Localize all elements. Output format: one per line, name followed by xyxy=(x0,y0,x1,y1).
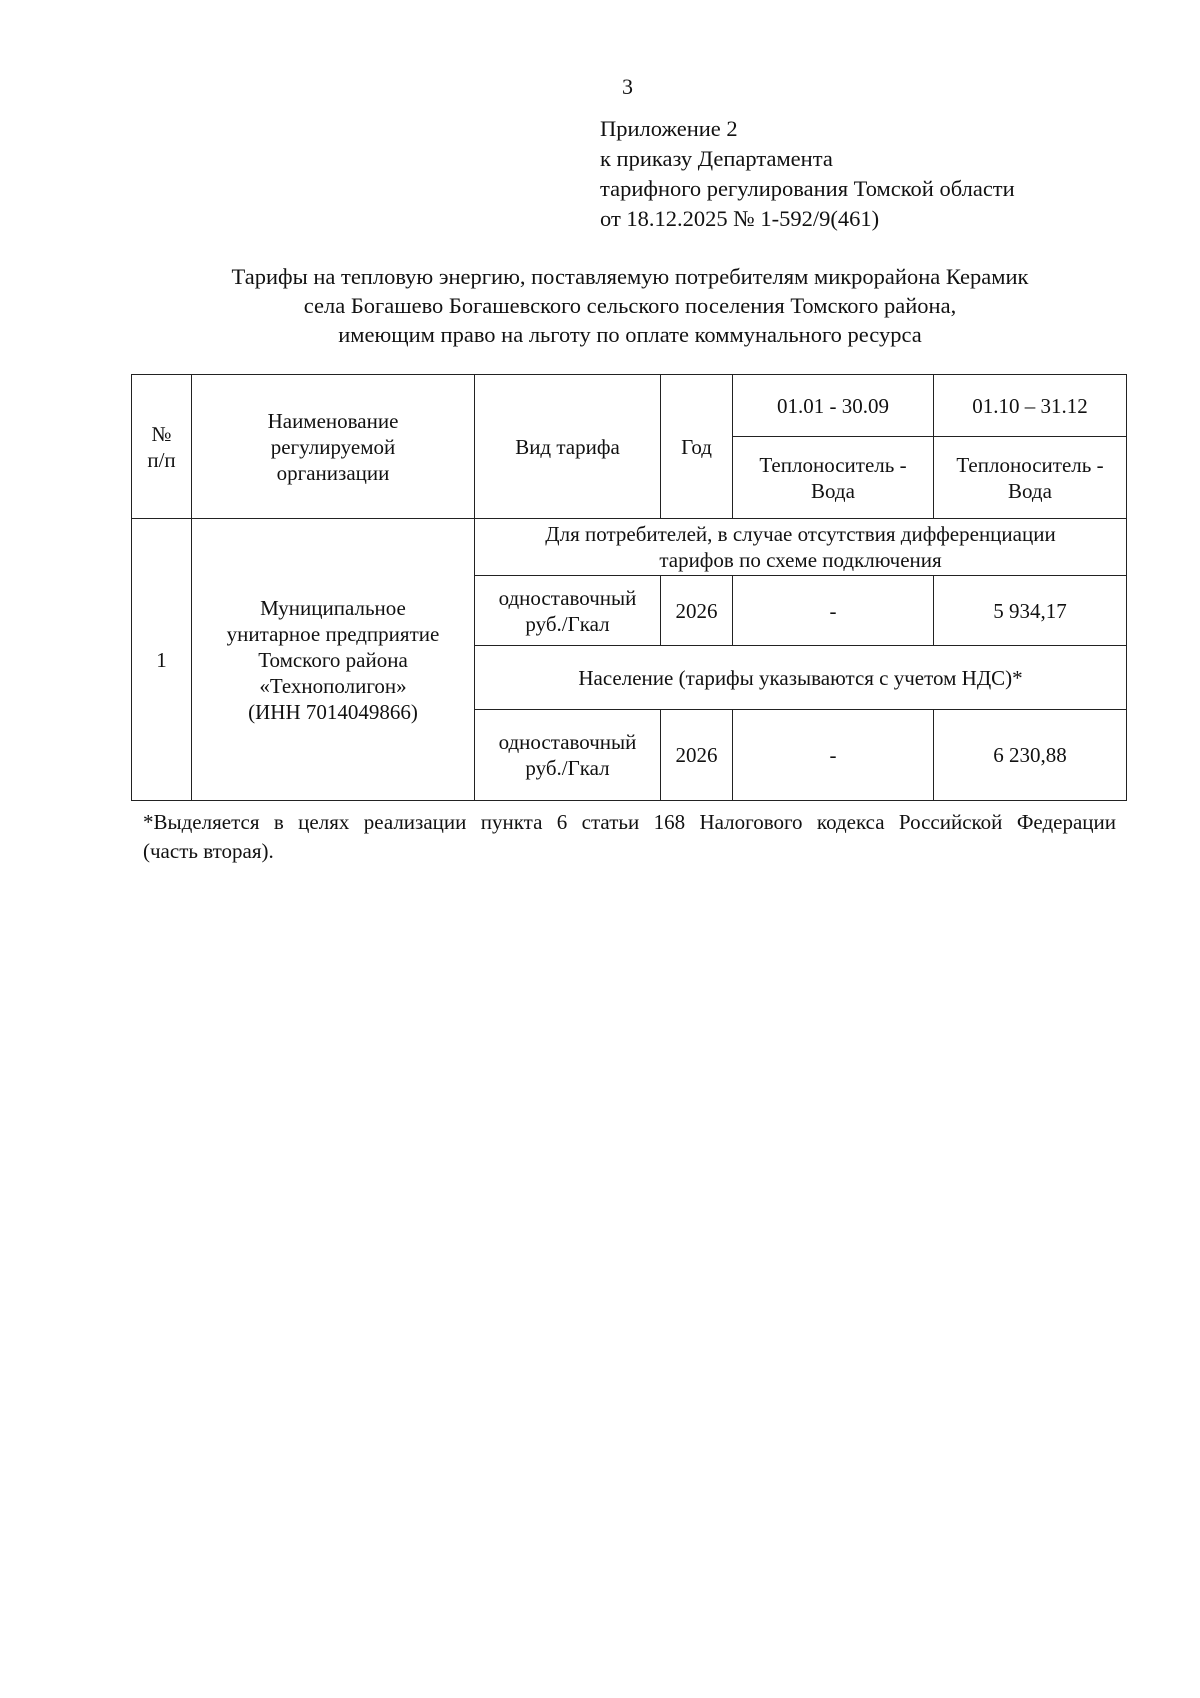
tariff-value-period-1: - xyxy=(733,576,934,646)
header-organization: Наименование регулируемой организации xyxy=(192,375,475,519)
footnote-line: *Выделяется в целях реализации пункта 6 статьи 168 Налогового кодекса Российской xyxy=(143,810,1003,834)
page-number: 3 xyxy=(622,74,633,99)
title-line: Тарифы на тепловую энергию, поставляемую потребителям микрорайона Керамик xyxy=(231,264,1029,289)
tariff-value-period-1: - xyxy=(733,710,934,801)
header-row xyxy=(132,375,1127,437)
tariff-year: 2026 xyxy=(661,576,733,646)
header-period-2: 01.10 – 31.12 xyxy=(934,375,1127,437)
row-number: 1 xyxy=(132,519,192,801)
document-title xyxy=(130,262,1130,349)
tariff-value-period-2: 6 230,88 xyxy=(934,710,1127,801)
table-row xyxy=(132,519,1127,576)
header-carrier-2: Теплоноситель - Вода xyxy=(934,437,1127,519)
tariff-type: одноставочный руб./Гкал xyxy=(475,710,661,801)
header-period-1: 01.01 - 30.09 xyxy=(733,375,934,437)
header-number: № п/п xyxy=(132,375,192,519)
header-carrier-1: Теплоноситель - Вода xyxy=(733,437,934,519)
tariff-table xyxy=(131,374,1127,801)
appendix-line: тарифного регулирования Томской области xyxy=(600,176,1015,201)
section-heading: Население (тарифы указываются с учетом НДС)* xyxy=(475,646,1127,710)
section-heading: Для потребителей, в случае отсутствия дифференциации тарифов по схеме подключения xyxy=(475,519,1127,576)
footnote-line: Федерации (часть вторая). xyxy=(143,810,1117,863)
title-line: имеющим право на льготу по оплате коммунального ресурса xyxy=(338,322,922,347)
appendix-header xyxy=(600,114,1015,234)
header-tariff-type: Вид тарифа xyxy=(475,375,661,519)
tariff-year: 2026 xyxy=(661,710,733,801)
tariff-value-period-2: 5 934,17 xyxy=(934,576,1127,646)
title-line: села Богашево Богашевского сельского поселения Томского района, xyxy=(303,293,957,318)
appendix-line: от 18.12.2025 № 1-592/9(461) xyxy=(600,206,880,231)
appendix-line: к приказу Департамента xyxy=(600,146,833,171)
tariff-type: одноставочный руб./Гкал xyxy=(475,576,661,646)
header-year: Год xyxy=(661,375,733,519)
organization-name: Муниципальное унитарное предприятие Томского района «Технополигон» (ИНН 7014049866) xyxy=(192,519,475,801)
appendix-line: Приложение 2 xyxy=(600,116,738,141)
footnote xyxy=(143,808,1116,866)
